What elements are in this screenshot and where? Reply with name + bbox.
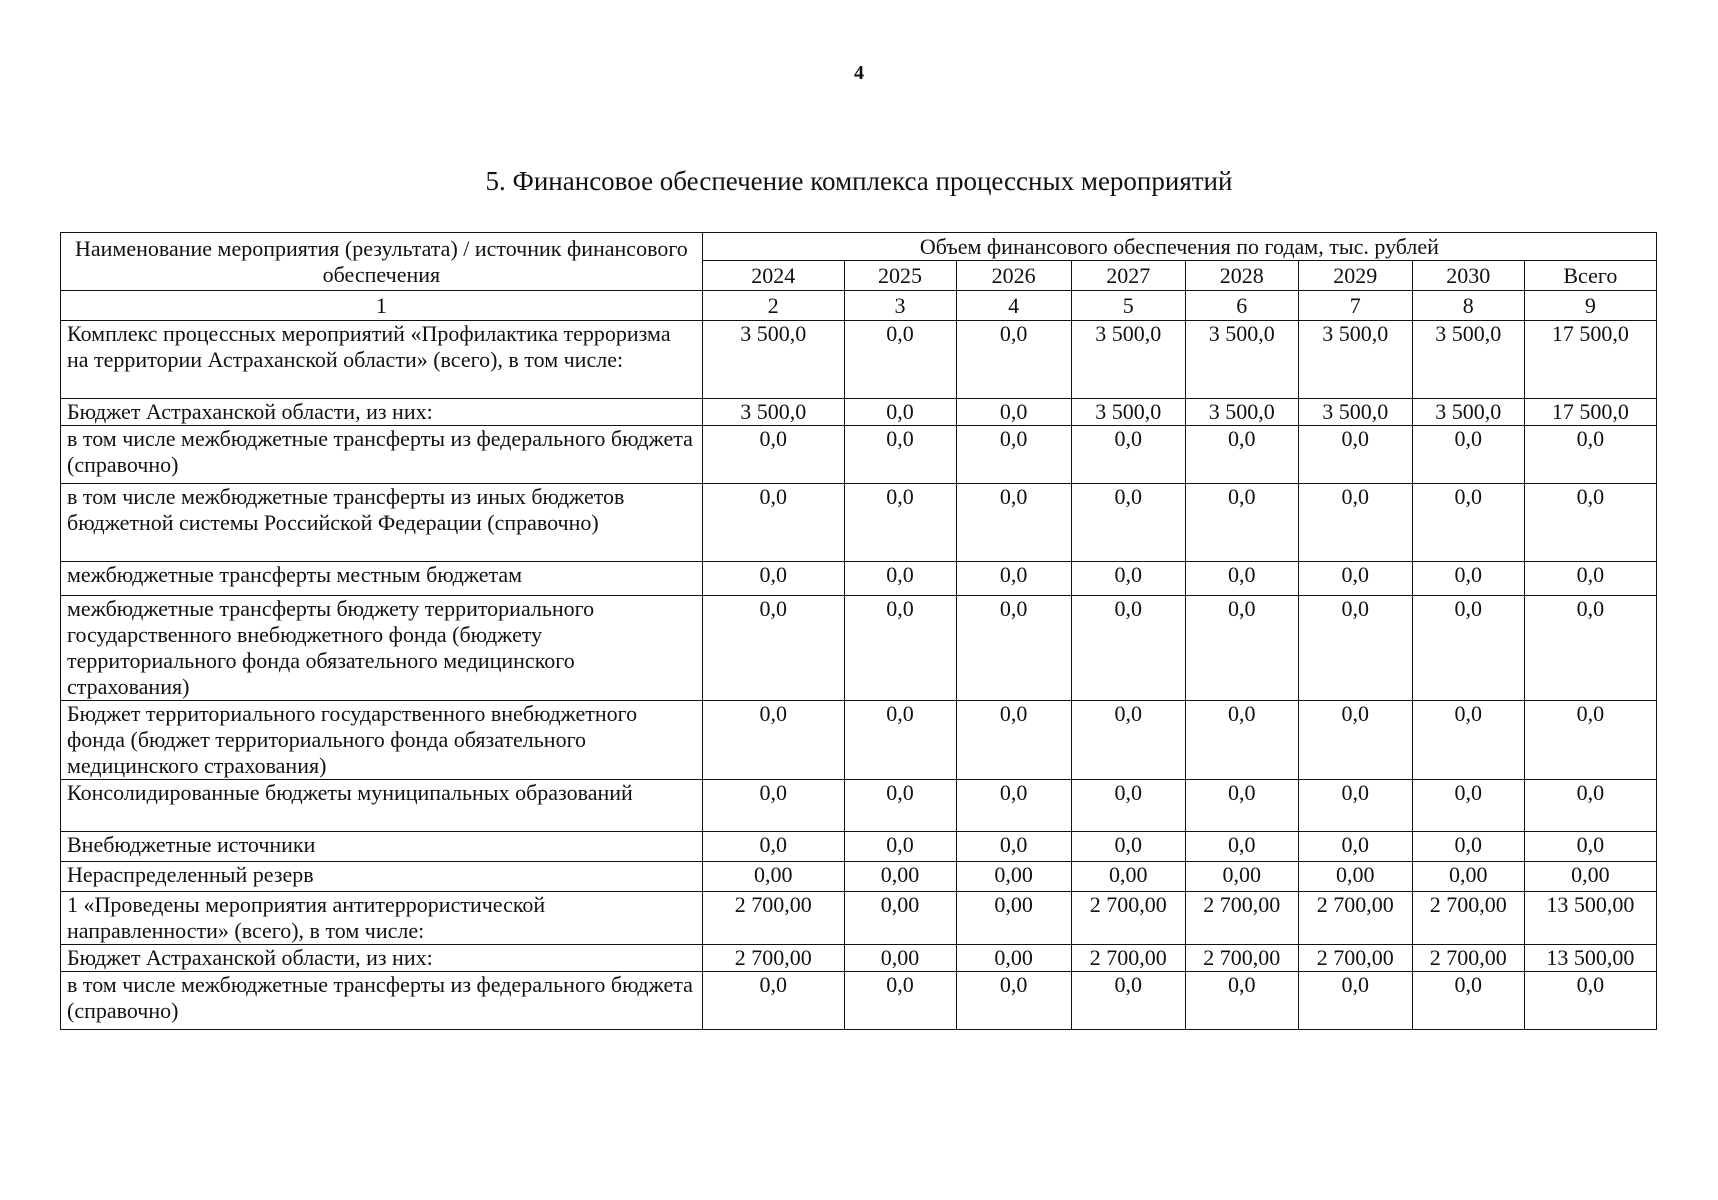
row-value: 0,0: [1298, 780, 1412, 832]
section-title: 5. Финансовое обеспечение комплекса процессных мероприятий: [485, 166, 1233, 196]
table-row: [61, 426, 1657, 484]
row-name: Консолидированные бюджеты муниципальных образований: [61, 780, 703, 832]
row-value: 0,0: [1185, 426, 1298, 484]
row-value: 0,00: [956, 945, 1071, 972]
row-value: 0,00: [1524, 862, 1656, 892]
row-value: 0,0: [702, 972, 844, 1030]
row-value: 0,0: [1412, 832, 1524, 862]
row-value: 0,0: [1298, 832, 1412, 862]
header-year: 2028: [1185, 261, 1298, 291]
row-value: 17 500,0: [1524, 321, 1656, 399]
row-value: 2 700,00: [702, 892, 844, 945]
row-value: 0,0: [1071, 596, 1185, 701]
row-value: 0,0: [702, 832, 844, 862]
row-value: 0,0: [1412, 972, 1524, 1030]
row-name: в том числе межбюджетные трансферты из иных бюджетов бюджетной системы Российской Федерации (справочно): [61, 484, 703, 562]
table-row: [61, 596, 1657, 701]
table-row: [61, 780, 1657, 832]
table-row: [61, 862, 1657, 892]
row-value: 0,0: [702, 596, 844, 701]
row-value: 0,0: [1412, 596, 1524, 701]
row-value: 0,0: [1524, 426, 1656, 484]
row-value: 0,0: [1524, 484, 1656, 562]
row-value: 13 500,00: [1524, 945, 1656, 972]
row-value: 0,0: [956, 780, 1071, 832]
table-row: [61, 399, 1657, 426]
row-value: 0,0: [844, 596, 956, 701]
table-row: [61, 892, 1657, 945]
row-value: 0,0: [1071, 780, 1185, 832]
column-number: 5: [1071, 291, 1185, 321]
row-value: 0,0: [1412, 562, 1524, 596]
row-value: 0,00: [956, 862, 1071, 892]
row-value: 2 700,00: [1298, 892, 1412, 945]
row-name: в том числе межбюджетные трансферты из федерального бюджета (справочно): [61, 426, 703, 484]
row-value: 0,00: [1185, 862, 1298, 892]
header-name: Наименование мероприятия (результата) / источник финансового обеспечения: [61, 233, 703, 291]
row-name: Бюджет Астраханской области, из них:: [61, 945, 703, 972]
row-name: межбюджетные трансферты местным бюджетам: [61, 562, 703, 596]
row-value: 0,00: [844, 862, 956, 892]
row-value: 0,0: [1298, 596, 1412, 701]
row-value: 0,00: [1412, 862, 1524, 892]
row-value: 0,0: [956, 562, 1071, 596]
row-name: Бюджет Астраханской области, из них:: [61, 399, 703, 426]
row-name: Внебюджетные источники: [61, 832, 703, 862]
row-value: 0,0: [1185, 701, 1298, 780]
row-name: Комплекс процессных мероприятий «Профилактика терроризма на территории Астраханской области» (всего), в том числе:: [61, 321, 703, 399]
row-value: 0,0: [1071, 972, 1185, 1030]
column-number: 2: [702, 291, 844, 321]
row-value: 0,0: [1412, 484, 1524, 562]
row-value: 0,0: [844, 780, 956, 832]
row-value: 0,0: [956, 321, 1071, 399]
row-name: Бюджет территориального государственного внебюджетного фонда (бюджет территориального фонда обязательного медицинского страхования): [61, 701, 703, 780]
row-value: 0,0: [1412, 780, 1524, 832]
row-value: 0,0: [1524, 596, 1656, 701]
table-row: [61, 562, 1657, 596]
row-value: 0,0: [1071, 484, 1185, 562]
table-row: [61, 832, 1657, 862]
column-number: 8: [1412, 291, 1524, 321]
column-number: 1: [61, 291, 703, 321]
page-number: 4: [854, 62, 864, 84]
row-value: 0,0: [1185, 596, 1298, 701]
row-value: 0,0: [702, 484, 844, 562]
row-value: 0,0: [956, 399, 1071, 426]
table-row: [61, 321, 1657, 399]
row-value: 0,0: [844, 321, 956, 399]
header-year: 2024: [702, 261, 844, 291]
row-value: 0,0: [702, 562, 844, 596]
row-value: 0,0: [1185, 832, 1298, 862]
row-value: 0,0: [1412, 701, 1524, 780]
row-value: 2 700,00: [1412, 945, 1524, 972]
header-year: 2025: [844, 261, 956, 291]
row-value: 0,0: [844, 426, 956, 484]
row-value: 0,0: [1524, 701, 1656, 780]
row-value: 2 700,00: [1298, 945, 1412, 972]
row-value: 0,00: [702, 862, 844, 892]
row-value: 0,0: [1185, 562, 1298, 596]
row-value: 3 500,0: [702, 321, 844, 399]
row-value: 2 700,00: [1185, 892, 1298, 945]
row-value: 0,0: [844, 562, 956, 596]
row-value: 0,0: [1412, 426, 1524, 484]
row-value: 0,0: [1071, 562, 1185, 596]
row-value: 0,0: [1071, 426, 1185, 484]
column-number: 3: [844, 291, 956, 321]
row-value: 0,00: [844, 945, 956, 972]
row-name: межбюджетные трансферты бюджету территориального государственного внебюджетного фонда (бюджету территориального фонда обязательного медицинского страхования): [61, 596, 703, 701]
row-value: 2 700,00: [1185, 945, 1298, 972]
row-value: 2 700,00: [702, 945, 844, 972]
row-value: 0,0: [1185, 484, 1298, 562]
row-value: 0,0: [1524, 972, 1656, 1030]
row-value: 0,0: [1071, 832, 1185, 862]
header-year: 2029: [1298, 261, 1412, 291]
row-value: 0,00: [956, 892, 1071, 945]
row-value: 0,0: [956, 426, 1071, 484]
row-value: 3 500,0: [1071, 321, 1185, 399]
row-value: 2 700,00: [1071, 892, 1185, 945]
row-value: 0,0: [702, 426, 844, 484]
row-value: 3 500,0: [702, 399, 844, 426]
row-value: 0,0: [1524, 562, 1656, 596]
row-value: 0,0: [1298, 562, 1412, 596]
row-value: 3 500,0: [1185, 321, 1298, 399]
row-value: 3 500,0: [1298, 399, 1412, 426]
row-name: 1 «Проведены мероприятия антитеррористической направленности» (всего), в том числе:: [61, 892, 703, 945]
header-year: 2027: [1071, 261, 1185, 291]
row-value: 0,0: [956, 701, 1071, 780]
row-value: 0,0: [956, 596, 1071, 701]
row-value: 0,0: [1524, 832, 1656, 862]
row-name: Нераспределенный резерв: [61, 862, 703, 892]
row-value: 3 500,0: [1071, 399, 1185, 426]
row-value: 0,0: [844, 399, 956, 426]
row-value: 0,0: [844, 701, 956, 780]
row-value: 0,0: [1298, 972, 1412, 1030]
row-value: 0,0: [1185, 780, 1298, 832]
row-value: 0,0: [702, 780, 844, 832]
table-row: [61, 484, 1657, 562]
row-value: 0,0: [1298, 484, 1412, 562]
row-value: 0,0: [1185, 972, 1298, 1030]
row-value: 3 500,0: [1185, 399, 1298, 426]
row-value: 0,0: [956, 832, 1071, 862]
financing-table: [60, 232, 1657, 1030]
row-value: 0,00: [1298, 862, 1412, 892]
row-value: 3 500,0: [1412, 321, 1524, 399]
row-value: 3 500,0: [1298, 321, 1412, 399]
row-value: 0,00: [1071, 862, 1185, 892]
row-value: 0,0: [844, 484, 956, 562]
row-value: 0,0: [1524, 780, 1656, 832]
row-value: 0,0: [1071, 701, 1185, 780]
row-value: 0,0: [844, 832, 956, 862]
row-value: 0,0: [844, 972, 956, 1030]
column-number: 4: [956, 291, 1071, 321]
header-volume: Объем финансового обеспечения по годам, тыс. рублей: [702, 233, 1656, 261]
header-year: 2030: [1412, 261, 1524, 291]
row-value: 0,0: [1298, 701, 1412, 780]
row-value: 0,00: [844, 892, 956, 945]
row-name: в том числе межбюджетные трансферты из федерального бюджета (справочно): [61, 972, 703, 1030]
row-value: 0,0: [702, 701, 844, 780]
header-year: Всего: [1524, 261, 1656, 291]
row-value: 17 500,0: [1524, 399, 1656, 426]
row-value: 0,0: [1298, 426, 1412, 484]
row-value: 0,0: [956, 972, 1071, 1030]
row-value: 2 700,00: [1071, 945, 1185, 972]
row-value: 0,0: [956, 484, 1071, 562]
row-value: 2 700,00: [1412, 892, 1524, 945]
header-year: 2026: [956, 261, 1071, 291]
table-row: [61, 945, 1657, 972]
column-number: 9: [1524, 291, 1656, 321]
column-number: 7: [1298, 291, 1412, 321]
table-row: [61, 972, 1657, 1030]
column-number: 6: [1185, 291, 1298, 321]
row-value: 3 500,0: [1412, 399, 1524, 426]
table-row: [61, 701, 1657, 780]
row-value: 13 500,00: [1524, 892, 1656, 945]
column-number-row: [61, 291, 1657, 321]
